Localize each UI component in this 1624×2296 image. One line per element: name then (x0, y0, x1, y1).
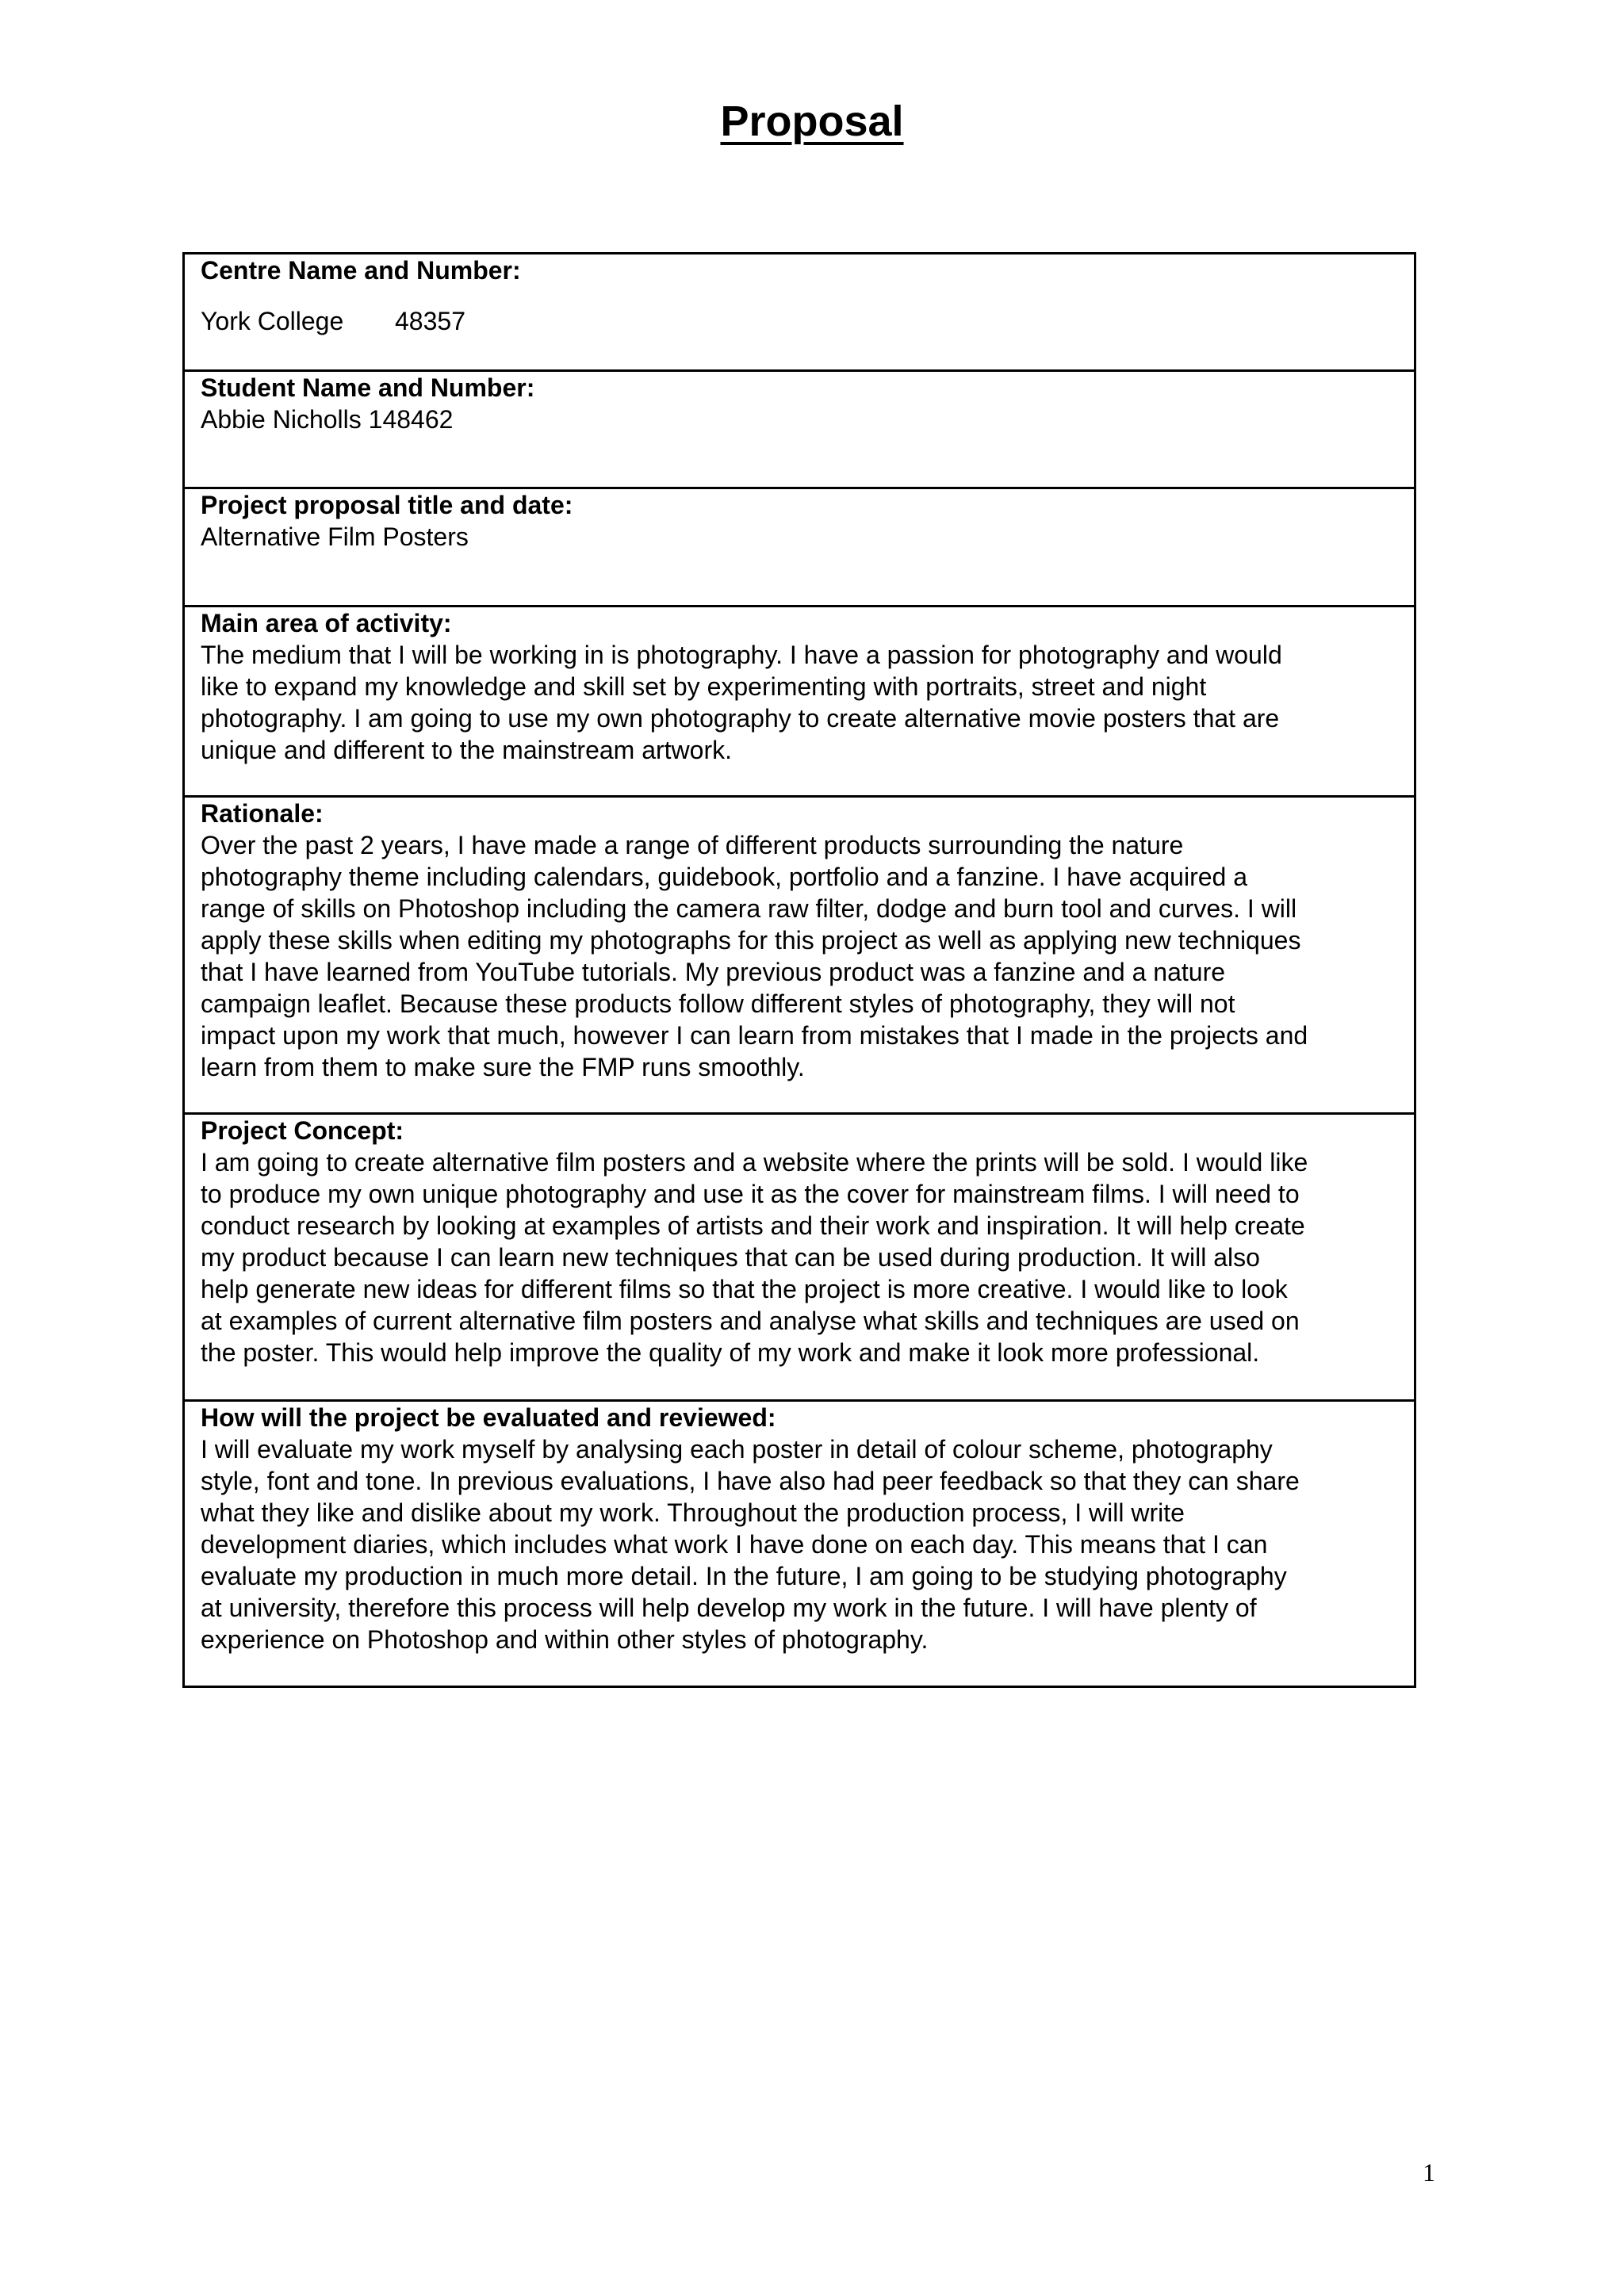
text-line: experience on Photoshop and within other styles of photography. (201, 1625, 929, 1654)
text-line: at examples of current alternative film posters and analyse what skills and techniques are used on (201, 1307, 1300, 1335)
text-line: what they like and dislike about my work. Throughout the production process, I will write (201, 1498, 1185, 1527)
text-line: learn from them to make sure the FMP runs smoothly. (201, 1053, 805, 1081)
text-line: my product because I can learn new techniques that can be used during production. It will also (201, 1243, 1260, 1272)
text-line: at university, therefore this process will help develop my work in the future. I will have plenty of (201, 1594, 1257, 1622)
text-line: range of skills on Photoshop including the camera raw filter, dodge and burn tool and curves. I will (201, 894, 1297, 923)
text-line: development diaries, which includes what work I have done on each day. This means that I can (201, 1530, 1268, 1559)
text-line: unique and different to the mainstream artwork. (201, 736, 732, 764)
text-line: help generate new ideas for different films so that the project is more creative. I would like to look (201, 1275, 1288, 1303)
main-area-text (201, 639, 1398, 766)
student-row (185, 372, 1414, 489)
student-value: Abbie Nicholls 148462 (201, 405, 454, 434)
text-line: photography. I am going to use my own photography to create alternative movie posters that are (201, 704, 1280, 733)
text-line: to produce my own unique photography and use it as the cover for mainstream films. I will need to (201, 1180, 1300, 1208)
centre-name: York College (201, 307, 344, 335)
rationale-text (201, 829, 1398, 1083)
project-title-value: Alternative Film Posters (201, 522, 469, 551)
evaluation-label: How will the project be evaluated and reviewed: (201, 1403, 776, 1432)
concept-text (201, 1146, 1398, 1368)
text-line: the poster. This would help improve the quality of my work and make it look more professional. (201, 1338, 1260, 1367)
text-line: style, font and tone. In previous evaluations, I have also had peer feedback so that they can share (201, 1467, 1300, 1495)
evaluation-text (201, 1433, 1398, 1655)
concept-label: Project Concept: (201, 1116, 404, 1145)
project-title-label: Project proposal title and date: (201, 491, 573, 519)
rationale-row (185, 798, 1414, 1115)
rationale-label: Rationale: (201, 799, 324, 828)
student-label: Student Name and Number: (201, 373, 535, 402)
text-line: apply these skills when editing my photographs for this project as well as applying new techniques (201, 926, 1301, 955)
centre-label: Centre Name and Number: (201, 256, 521, 285)
centre-row (185, 254, 1414, 372)
text-line: I am going to create alternative film posters and a website where the prints will be sold. I would like (201, 1148, 1308, 1177)
text-line: campaign leaflet. Because these products follow different styles of photography, they will not (201, 989, 1235, 1018)
page-number: 1 (1423, 2158, 1435, 2187)
text-line: conduct research by looking at examples of artists and their work and inspiration. It will help create (201, 1211, 1305, 1240)
evaluation-row (185, 1402, 1414, 1686)
text-line: impact upon my work that much, however I can learn from mistakes that I made in the projects and (201, 1021, 1308, 1050)
text-line: photography theme including calendars, guidebook, portfolio and a fanzine. I have acquired a (201, 863, 1248, 891)
centre-number: 48357 (395, 307, 465, 335)
main-area-row (185, 607, 1414, 798)
project-title-row (185, 489, 1414, 607)
text-line: The medium that I will be working in is photography. I have a passion for photography and would (201, 641, 1282, 669)
page-title: Proposal (720, 98, 904, 145)
text-line: evaluate my production in much more detail. In the future, I am going to be studying photography (201, 1562, 1287, 1590)
text-line: I will evaluate my work myself by analysing each poster in detail of colour scheme, photography (201, 1435, 1273, 1464)
text-line: that I have learned from YouTube tutorials. My previous product was a fanzine and a nature (201, 958, 1226, 986)
main-area-label: Main area of activity: (201, 609, 452, 637)
concept-row (185, 1115, 1414, 1402)
text-line: Over the past 2 years, I have made a range of different products surrounding the nature (201, 831, 1184, 859)
centre-value (201, 305, 1398, 337)
text-line: like to expand my knowledge and skill set by experimenting with portraits, street and night (201, 672, 1207, 701)
proposal-table (182, 252, 1416, 1688)
